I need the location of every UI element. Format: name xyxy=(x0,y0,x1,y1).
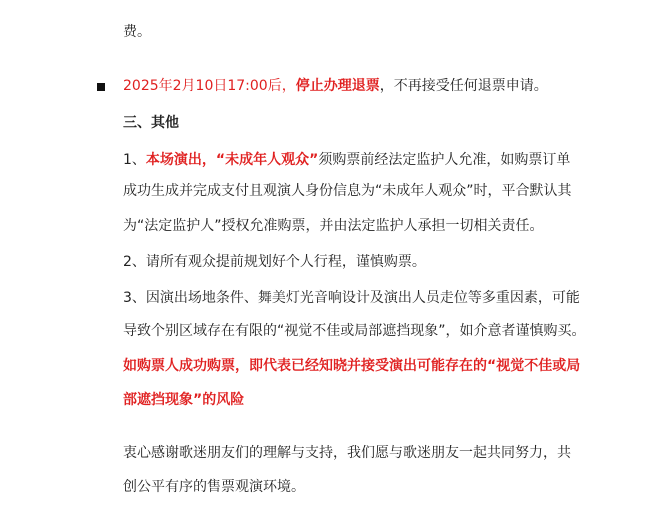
risk-warning-line1: 如购票人成功购票，即代表已经知晓并接受演出可能存在的“视觉不佳或局 xyxy=(123,358,581,374)
refund-stop-text: 停止办理退票 xyxy=(295,78,380,94)
refund-rest-text: ，不再接受任何退票申请。 xyxy=(379,78,548,94)
risk-warning-line2: 部遮挡现象”的风险 xyxy=(123,392,245,408)
item1-line3: 为“法定监护人”授权允准购票，并由法定监护人承担一切相关责任。 xyxy=(123,218,544,234)
item2-text: 2、请所有观众提前规划好个人行程，谨慎购票。 xyxy=(123,254,426,270)
refund-deadline-notice xyxy=(123,76,548,96)
item1-line1 xyxy=(123,150,570,170)
closing-line2: 创公平有序的售票观演环境。 xyxy=(123,479,305,495)
refund-deadline-date: 2025年2月10日17:00后， xyxy=(123,78,296,94)
continuation-text: 费。 xyxy=(123,24,151,40)
item1-line2: 成功生成并完成支付且观演人身份信息为“未成年人观众”时，平合默认其 xyxy=(123,183,572,199)
item3-line1: 3、因演出场地条件、舞美灯光音响设计及演出人员走位等多重因素，可能 xyxy=(123,290,580,306)
closing-line1: 衷心感谢歌迷朋友们的理解与支持，我们愿与歌迷朋友一起共同努力，共 xyxy=(123,445,571,461)
item1-minor-audience-highlight: 本场演出，“未成年人观众” xyxy=(145,152,319,168)
square-bullet-icon xyxy=(97,83,105,91)
section-title: 三、其他 xyxy=(123,115,179,131)
item1-line1-rest: 须购票前经法定监护人允准，如购票订单 xyxy=(318,152,571,168)
item1-prefix: 1、 xyxy=(123,152,146,168)
item3-line2: 导致个别区域存在有限的“视觉不佳或局部遮挡现象”，如介意者谨慎购买。 xyxy=(123,323,586,339)
